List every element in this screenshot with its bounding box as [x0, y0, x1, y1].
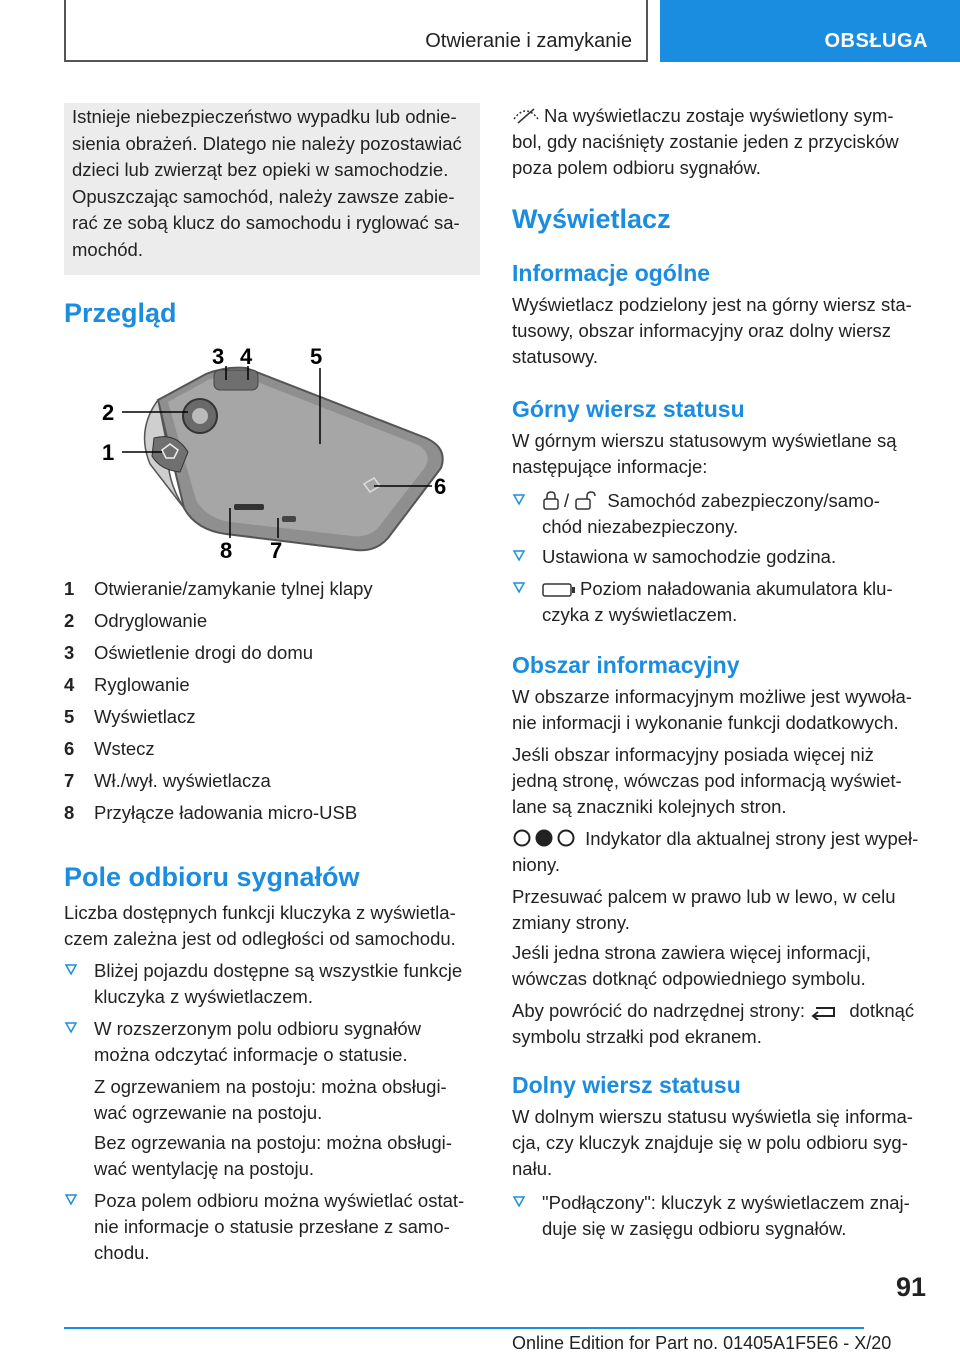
- legend-item: [64, 770, 480, 800]
- bullet-text: Poziom naładowania akumulatora klu-: [580, 578, 893, 599]
- bullet-triangle-icon: [64, 1192, 78, 1206]
- callout-7: 7: [270, 538, 283, 563]
- info-text: Aby powrócić do nadrzędnej strony:: [512, 1000, 806, 1021]
- callout-2: 2: [102, 400, 115, 425]
- info-line: symbolu strzałki pod ekranem.: [512, 1026, 762, 1047]
- home-light-button: [214, 370, 258, 390]
- legend-num: 1: [64, 578, 75, 599]
- callout-8: 8: [220, 538, 233, 563]
- back-arrow-icon: [810, 1004, 840, 1020]
- usb-port: [234, 504, 264, 510]
- info-line: lane są znaczniki kolejnych stron.: [512, 796, 787, 817]
- top-status-bullet-1: [512, 488, 928, 540]
- bullet-line: W rozszerzonym polu odbioru sygnałów: [94, 1018, 421, 1039]
- sub-line: Bez ogrzewania na postoju: można obsługi-: [94, 1132, 452, 1153]
- legend-text: Oświetlenie drogi do domu: [94, 642, 314, 663]
- signal-note-line: poza polem odbioru sygnałów.: [512, 157, 761, 178]
- top-status-line: W górnym wierszu statusowym wyświetlane są: [512, 430, 897, 451]
- signal-note-text: Na wyświetlaczu zostaje wyświetlony sym-: [544, 105, 894, 126]
- warning-line: rać ze sobą klucz do samochodu i ryglować sa-: [72, 212, 460, 233]
- legend-num: 4: [64, 674, 75, 695]
- lock-open-icon: [574, 490, 598, 510]
- legend-num: 5: [64, 706, 75, 727]
- range-heading: Pole odbioru sygnałów: [64, 862, 360, 892]
- info-text-1: [512, 684, 928, 736]
- lock-separator: /: [564, 490, 570, 511]
- info-line: [512, 998, 928, 1024]
- info-text-2: [512, 742, 928, 820]
- bullet-line: "Podłączony": kluczyk z wyświetlaczem znaj-: [542, 1192, 910, 1213]
- top-status-bullet-2: [512, 544, 928, 570]
- header-section: OBSŁUGA: [824, 30, 928, 52]
- callout-3: 3: [212, 344, 225, 369]
- bottom-line: cja, czy kluczyk znajduje się w polu odbioru syg-: [512, 1132, 908, 1153]
- legend-text: Wyświetlacz: [94, 706, 196, 727]
- display-key-illustration: [96, 340, 466, 570]
- bullet-line: [542, 488, 928, 514]
- bottom-line: W dolnym wierszu statusu wyświetla się informa-: [512, 1106, 913, 1127]
- bullet-triangle-icon: [512, 548, 526, 562]
- bullet-line: nie informacje o statusie przesłane z samo-: [94, 1216, 450, 1237]
- general-heading: Informacje ogólne: [512, 260, 711, 286]
- signal-note: [512, 103, 928, 181]
- legend-num: 7: [64, 770, 75, 791]
- bullet-line: [542, 576, 928, 602]
- range-bullet-2: [64, 1016, 480, 1068]
- top-status-line: następujące informacje:: [512, 456, 708, 477]
- top-status-bullet-3: [512, 576, 928, 628]
- warning-line: Istnieje niebezpieczeństwo wypadku lub odnie-: [72, 106, 457, 127]
- info-text-5: [512, 940, 928, 992]
- header-title-box: [64, 0, 648, 62]
- footer-edition: Online Edition for Part no. 01405A1F5E6 - X/20: [512, 1333, 892, 1353]
- bullet-triangle-icon: [512, 1194, 526, 1208]
- bullet-line: chód niezabezpieczony.: [542, 516, 739, 537]
- bullet-triangle-icon: [64, 962, 78, 976]
- sub-line: wać ogrzewanie na postoju.: [94, 1102, 323, 1123]
- callout-4: 4: [240, 344, 253, 369]
- info-line: [512, 826, 928, 852]
- general-text: [512, 292, 928, 370]
- unlock-button-center: [192, 408, 208, 424]
- bottom-status-heading: Dolny wiersz statusu: [512, 1072, 741, 1098]
- info-line: Przesuwać palcem w prawo lub w lewo, w celu: [512, 886, 896, 907]
- range-bullet-3: [64, 1188, 480, 1266]
- legend-text: Wstecz: [94, 738, 155, 759]
- display-switch: [282, 516, 296, 522]
- info-text: dotknąć: [849, 1000, 915, 1021]
- bullet-line: czyka z wyświetlaczem.: [542, 604, 738, 625]
- bottom-status-text: [512, 1104, 928, 1182]
- legend-item: [64, 674, 480, 704]
- callout-6: 6: [434, 474, 447, 499]
- lock-closed-icon: [542, 490, 560, 510]
- legend-item: [64, 578, 480, 608]
- info-text-6: [512, 998, 928, 1050]
- bullet-line: Poza polem odbioru można wyświetlać ostat-: [94, 1190, 465, 1211]
- header-title: Otwieranie i zamykanie: [425, 30, 632, 52]
- bullet-triangle-icon: [512, 492, 526, 506]
- legend-item: [64, 802, 480, 832]
- bullet-line: duje się w zasięgu odbioru sygnałów.: [542, 1218, 847, 1239]
- page-header: [0, 0, 960, 66]
- legend-text: Wł./wył. wyświetlacza: [94, 770, 271, 791]
- bullet-line: Ustawiona w samochodzie godzina.: [542, 546, 837, 567]
- general-line: Wyświetlacz podzielony jest na górny wiersz sta-: [512, 294, 912, 315]
- general-line: tusowy, obszar informacyjny oraz dolny wiersz: [512, 320, 892, 341]
- legend-num: 6: [64, 738, 75, 759]
- bullet-line: kluczyka z wyświetlaczem.: [94, 986, 313, 1007]
- range-sub-2: [94, 1130, 480, 1182]
- general-line: statusowy.: [512, 346, 599, 367]
- warning-line: sienia obrażeń. Dlatego nie należy pozostawiać: [72, 132, 462, 154]
- info-line: jedną stronę, wówczas pod informacją wyświet-: [512, 770, 902, 791]
- legend-num: 2: [64, 610, 75, 631]
- info-text-3: [512, 826, 928, 878]
- legend-num: 3: [64, 642, 75, 663]
- info-heading: Obszar informacyjny: [512, 652, 740, 678]
- bullet-line: chodu.: [94, 1242, 150, 1263]
- bottom-status-bullet: [512, 1190, 928, 1242]
- warning-line: Opuszczając samochód, należy zawsze zabie-: [72, 185, 455, 207]
- signal-note-line: bol, gdy naciśnięty zostanie jeden z przycisków: [512, 131, 899, 152]
- legend-text: Otwieranie/zamykanie tylnej klapy: [94, 578, 373, 599]
- top-status-heading: Górny wiersz statusu: [512, 396, 745, 422]
- overview-heading: Przegląd: [64, 298, 177, 328]
- key-figure: [96, 340, 466, 570]
- legend-num: 8: [64, 802, 75, 823]
- range-intro: [64, 900, 480, 952]
- display-heading: Wyświetlacz: [512, 204, 671, 234]
- info-line: niony.: [512, 854, 560, 875]
- info-text-4: [512, 884, 928, 936]
- bottom-line: nału.: [512, 1158, 553, 1179]
- sub-line: wać wentylację na postoju.: [94, 1158, 315, 1179]
- footer-rule: [64, 1327, 864, 1329]
- info-line: zmiany strony.: [512, 912, 630, 933]
- page-indicator-icon: [512, 828, 576, 848]
- top-status-text: [512, 428, 928, 480]
- range-intro-line: czem zależna jest od odległości od samochodu.: [64, 928, 456, 949]
- battery-icon: [542, 582, 576, 598]
- page-number: 91: [895, 1272, 926, 1302]
- bullet-triangle-icon: [64, 1020, 78, 1034]
- bullet-text: Samochód zabezpieczony/samo-: [607, 490, 880, 511]
- header-section-box: [660, 0, 960, 62]
- warning-line: mochód.: [72, 238, 143, 260]
- no-signal-icon: [512, 107, 540, 125]
- legend-item: [64, 610, 480, 640]
- range-bullet-1: [64, 958, 480, 1010]
- info-line: W obszarze informacyjnym możliwe jest wywoła-: [512, 686, 912, 707]
- legend-text: Ryglowanie: [94, 674, 190, 695]
- info-line: Jeśli obszar informacyjny posiada więcej niż: [512, 744, 874, 765]
- sub-line: Z ogrzewaniem na postoju: można obsługi-: [94, 1076, 447, 1097]
- legend-item: [64, 642, 480, 672]
- bullet-line: można odczytać informacje o statusie.: [94, 1044, 408, 1065]
- range-sub-1: [94, 1074, 480, 1126]
- bullet-line: Bliżej pojazdu dostępne są wszystkie funkcje: [94, 960, 463, 981]
- warning-box: [64, 103, 480, 275]
- legend-text: Odryglowanie: [94, 610, 208, 631]
- signal-note-line: [512, 103, 928, 129]
- warning-line: dzieci lub zwierząt bez opieki w samochodzie.: [72, 159, 449, 180]
- info-line: wówczas dotknąć odpowiedniego symbolu.: [512, 968, 866, 989]
- callout-1: 1: [102, 440, 115, 465]
- legend-item: [64, 706, 480, 736]
- info-line: nie informacji i wykonanie funkcji dodatkowych.: [512, 712, 899, 733]
- info-text: Indykator dla aktualnej strony jest wypeł-: [585, 828, 919, 849]
- legend-text: Przyłącze ładowania micro-USB: [94, 802, 358, 823]
- range-intro-line: Liczba dostępnych funkcji kluczyka z wyświetla-: [64, 902, 456, 923]
- info-line: Jeśli jedna strona zawiera więcej informacji,: [512, 942, 871, 963]
- legend-item: [64, 738, 480, 768]
- bullet-triangle-icon: [512, 580, 526, 594]
- callout-5: 5: [310, 344, 323, 369]
